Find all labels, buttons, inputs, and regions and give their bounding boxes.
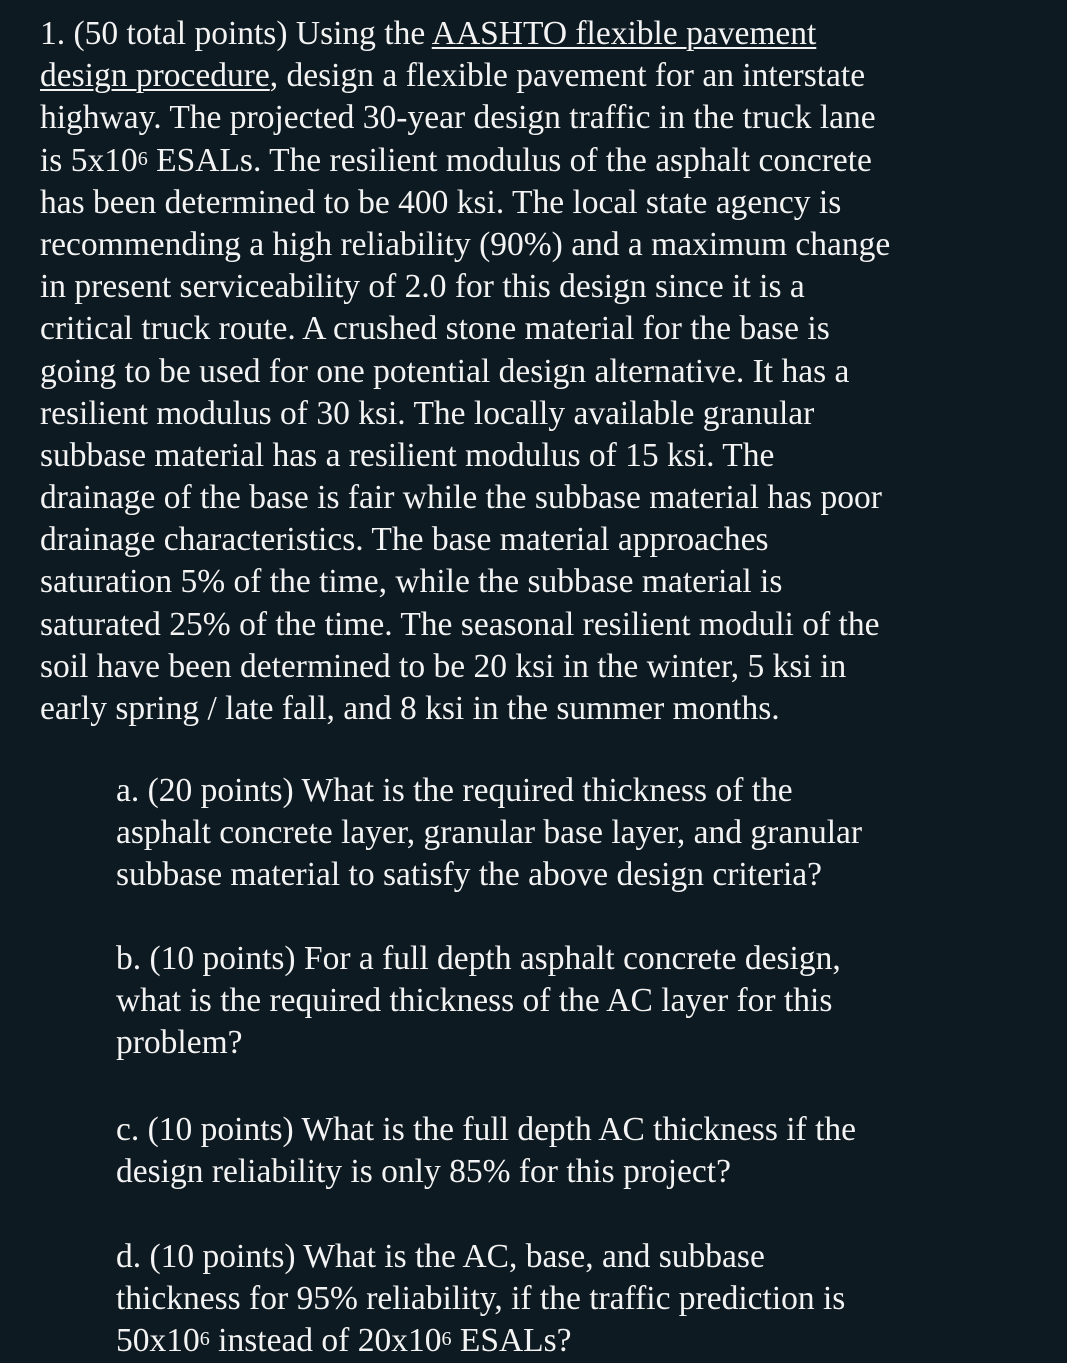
traffic-value-text: is 5x10 bbox=[40, 141, 138, 179]
problem-line-16: soil have been determined to be 20 ksi in the winter, 5 ksi in bbox=[40, 647, 847, 685]
problem-line-13: drainage characteristics. The base material approaches bbox=[40, 521, 769, 559]
problem-line-11: subbase material has a resilient modulus of 15 ksi. The bbox=[40, 436, 775, 474]
problem-line-2-text: , design a flexible pavement for an interstate bbox=[269, 57, 866, 95]
problem-line-10: resilient modulus of 30 ksi. The locally available granular bbox=[40, 394, 815, 432]
part-b-line-2: what is the required thickness of the AC layer for this bbox=[116, 982, 833, 1020]
problem-line-7: in present serviceability of 2.0 for this design since it is a bbox=[40, 268, 805, 306]
problem-line-1 bbox=[40, 13, 1050, 55]
aashto-procedure-link[interactable]: AASHTO flexible pavement bbox=[431, 15, 817, 52]
part-c-line-1: c. (10 points) What is the full depth AC thickness if the bbox=[116, 1111, 856, 1148]
part-d-exponent-2: 6 bbox=[441, 1328, 452, 1351]
part-b-line-3: problem? bbox=[116, 1024, 243, 1062]
part-d-middle-text: instead of 20x10 bbox=[209, 1322, 442, 1360]
part-d-suffix-text: ESALs? bbox=[451, 1322, 572, 1360]
aashto-procedure-link-continued[interactable]: design procedure bbox=[40, 57, 270, 95]
problem-line-4 bbox=[40, 140, 1050, 182]
part-b bbox=[116, 938, 1056, 1065]
problem-line-12: drainage of the base is fair while the subbase material has poor bbox=[40, 479, 882, 517]
part-d-exponent-1: 6 bbox=[199, 1328, 210, 1351]
part-a-line-3: subbase material to satisfy the above design criteria? bbox=[116, 856, 823, 894]
part-c-line-2: design reliability is only 85% for this project? bbox=[116, 1153, 731, 1191]
problem-line-8: critical truck route. A crushed stone material for the base is bbox=[40, 310, 830, 348]
part-c bbox=[116, 1109, 1056, 1193]
problem-line-17: early spring / late fall, and 8 ksi in the summer months. bbox=[40, 690, 780, 727]
problem-number-text: 1. (50 total points) Using the bbox=[40, 15, 432, 52]
part-a-line-2: asphalt concrete layer, granular base layer, and granular bbox=[116, 814, 863, 852]
part-d bbox=[116, 1236, 1056, 1363]
part-d-line-1: d. (10 points) What is the AC, base, and subbase bbox=[116, 1238, 765, 1275]
problem-line-9: going to be used for one potential design alternative. It has a bbox=[40, 352, 850, 390]
part-d-line-3 bbox=[116, 1320, 1056, 1362]
problem-line-15: saturated 25% of the time. The seasonal resilient moduli of the bbox=[40, 605, 880, 643]
problem-line-4-text: ESALs. The resilient modulus of the asphalt concrete bbox=[147, 141, 872, 179]
problem-statement bbox=[40, 13, 1050, 730]
part-b-line-1: b. (10 points) For a full depth asphalt concrete design, bbox=[116, 940, 841, 977]
part-a-line-1: a. (20 points) What is the required thickness of the bbox=[116, 772, 793, 809]
part-d-line-2: thickness for 95% reliability, if the traffic prediction is bbox=[116, 1280, 846, 1318]
problem-line-6: recommending a high reliability (90%) and a maximum change bbox=[40, 225, 891, 263]
problem-line-14: saturation 5% of the time, while the subbase material is bbox=[40, 563, 783, 601]
part-d-traffic-value: 50x10 bbox=[116, 1322, 200, 1360]
problem-line-2 bbox=[40, 55, 1050, 97]
part-a bbox=[116, 770, 1056, 897]
problem-line-5: has been determined to be 400 ksi. The local state agency is bbox=[40, 183, 842, 221]
traffic-exponent: 6 bbox=[137, 147, 148, 170]
problem-line-3: highway. The projected 30-year design traffic in the truck lane bbox=[40, 99, 876, 137]
